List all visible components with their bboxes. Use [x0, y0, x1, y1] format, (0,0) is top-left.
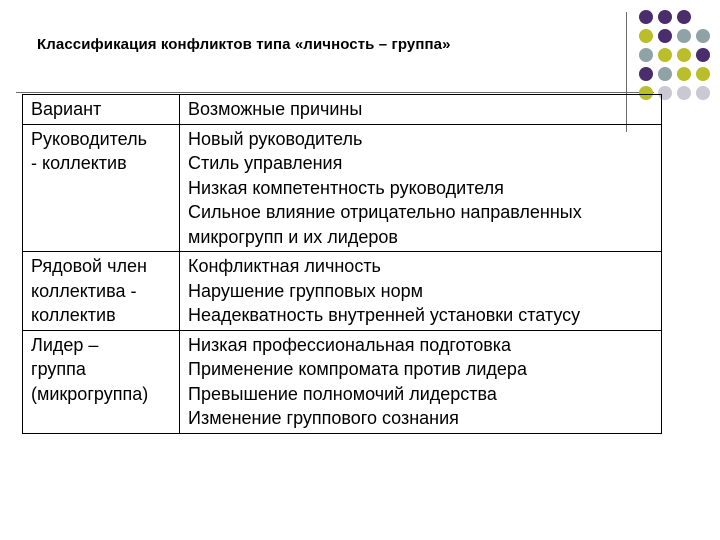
variant-line: коллектива -	[31, 280, 137, 301]
decorative-dot	[696, 48, 710, 62]
cause-line: Нарушение групповых норм	[188, 280, 423, 301]
decorative-dot	[639, 67, 653, 81]
header-causes: Возможные причины	[180, 95, 662, 125]
causes-cell	[180, 124, 662, 252]
variant-line: коллектив	[31, 305, 116, 325]
slide-title: Классификация конфликтов типа «личность – группа»	[37, 36, 451, 53]
table-header-row	[23, 95, 662, 125]
table-row	[23, 252, 662, 331]
cause-line: Неадекватность внутренней установки статусу	[188, 305, 581, 325]
decorative-dot	[696, 86, 710, 100]
variant-line: Руководитель	[31, 128, 147, 149]
cause-line: Применение компромата против лидера	[188, 359, 527, 379]
decorative-dot	[677, 67, 691, 81]
header-variant: Вариант	[23, 95, 180, 125]
causes-cell	[180, 330, 662, 433]
variant-line: группа	[31, 359, 86, 379]
variant-line: Лидер –	[31, 334, 99, 355]
decorative-dot	[639, 48, 653, 62]
decorative-dot	[658, 29, 672, 43]
decorative-dot	[658, 48, 672, 62]
table-row	[23, 124, 662, 252]
decorative-dot	[658, 67, 672, 81]
variant-cell	[23, 252, 180, 331]
decorative-dot	[639, 29, 653, 43]
decorative-dot	[696, 29, 710, 43]
variant-cell	[23, 330, 180, 433]
cause-line: Изменение группового сознания	[188, 408, 459, 428]
cause-line: микрогрупп и их лидеров	[188, 226, 398, 247]
decorative-dot	[696, 67, 710, 81]
cause-line: Превышение полномочий лидерства	[188, 383, 497, 404]
cause-line: Стиль управления	[188, 153, 343, 173]
variant-line: (микрогруппа)	[31, 383, 149, 404]
decorative-dot	[677, 86, 691, 100]
cause-line: Низкая компетентность руководителя	[188, 177, 504, 198]
cause-line: Конфликтная личность	[188, 256, 381, 276]
causes-cell	[180, 252, 662, 331]
decorative-dot	[677, 10, 691, 24]
decorative-dot	[658, 10, 672, 24]
cause-line: Новый руководитель	[188, 128, 363, 149]
table-row	[23, 330, 662, 433]
decorative-dot	[677, 29, 691, 43]
decorative-horizontal-rule	[16, 92, 654, 93]
variant-line: Рядовой член	[31, 256, 147, 276]
conflict-table	[22, 94, 662, 434]
cause-line: Сильное влияние отрицательно направленных	[188, 202, 582, 222]
variant-line: - коллектив	[31, 153, 127, 173]
decorative-dot	[677, 48, 691, 62]
cause-line: Низкая профессиональная подготовка	[188, 334, 512, 355]
variant-cell	[23, 124, 180, 252]
decorative-dot	[639, 10, 653, 24]
